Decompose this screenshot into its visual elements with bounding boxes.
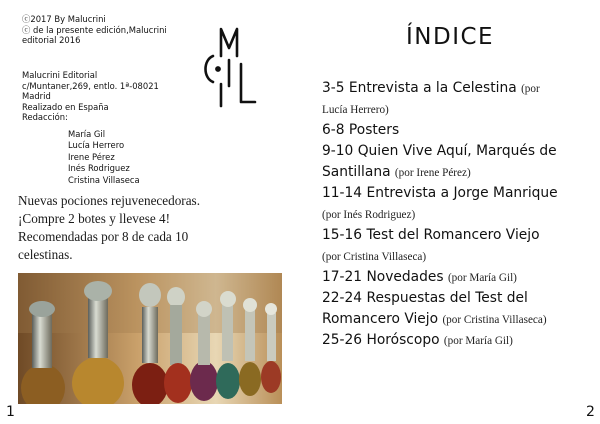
- imprint-line: c/Muntaner,269, entlo. 1ª-08021: [22, 80, 159, 91]
- page-number: 2: [586, 404, 595, 420]
- imprint-line: Realizado en España: [22, 101, 109, 112]
- toc-entry: [322, 120, 594, 141]
- imprint-line: Malucrini Editorial: [22, 70, 98, 80]
- toc-entry-author: (por María Gil): [443, 335, 513, 347]
- staff-member: María Gil: [68, 129, 106, 139]
- staff-member: Cristina Villaseca: [68, 174, 140, 185]
- toc-entry-author: Lucía Herrero): [322, 104, 389, 116]
- toc-entry-title: 3-5 Entrevista a la Celestina: [322, 80, 522, 96]
- publisher-imprint: [22, 70, 159, 123]
- toc-entry-title: 25-26 Horóscopo: [322, 332, 444, 348]
- staff-member: Lucía Herrero: [68, 140, 125, 151]
- editorial-staff-list: [68, 129, 140, 186]
- toc-entry-author: (por Irene Pérez): [394, 167, 471, 179]
- toc-entry: [322, 162, 594, 183]
- toc-entry-author: (por: [521, 83, 540, 95]
- toc-entry-title: 9-10 Quien Vive Aquí, Marqués de: [322, 143, 557, 159]
- toc-entry-title: 22-24 Respuestas del Test del: [322, 290, 528, 306]
- toc-entry: [322, 225, 594, 246]
- toc-entry: [322, 183, 594, 204]
- index-title: ÍNDICE: [406, 24, 495, 50]
- toc-entry-author: (por María Gil): [447, 272, 517, 284]
- ad-line: Nuevas pociones rejuvenecedoras.: [18, 193, 200, 208]
- toc-entry-author: (por Cristina Villaseca): [322, 251, 427, 263]
- toc-entry: [322, 78, 594, 99]
- toc-entry-author: (por Cristina Villaseca): [442, 314, 547, 326]
- ad-line: celestinas.: [18, 247, 73, 262]
- toc-entry: [322, 288, 594, 309]
- potion-advertisement: [18, 192, 280, 264]
- imprint-line: Redacción:: [22, 112, 68, 123]
- toc-entry: [322, 99, 594, 120]
- toc-entry: [322, 309, 594, 330]
- ad-line: Recomendadas por 8 de cada 10: [18, 229, 189, 244]
- toc-entry: [322, 330, 594, 351]
- toc-entry: [322, 267, 594, 288]
- credit-line: editorial 2016: [22, 35, 81, 46]
- credit-line: ⓒ2017 By Malucrini: [22, 14, 106, 24]
- toc-entry: [322, 204, 594, 225]
- right-page: [300, 0, 600, 424]
- toc-entry-title: Santillana: [322, 164, 395, 180]
- table-of-contents: [322, 78, 594, 351]
- staff-member: Inés Rodriguez: [68, 163, 130, 174]
- toc-entry: [322, 246, 594, 267]
- toc-entry: [322, 141, 594, 162]
- potion-bottles-photo: [18, 273, 282, 404]
- copyright-credits: [22, 14, 167, 46]
- ad-line: ¡Compre 2 botes y llevese 4!: [18, 211, 170, 226]
- toc-entry-title: Romancero Viejo: [322, 311, 443, 327]
- toc-entry-title: 6-8 Posters: [322, 122, 400, 138]
- credit-line: ⓒ de la presente edición,Malucrini: [22, 24, 167, 35]
- page-number: 1: [6, 404, 15, 420]
- toc-entry-title: 17-21 Novedades: [322, 269, 448, 285]
- toc-entry-title: 11-14 Entrevista a Jorge Manrique: [322, 185, 558, 201]
- toc-entry-author: (por Inés Rodriguez): [322, 209, 416, 221]
- imprint-line: Madrid: [22, 91, 51, 102]
- magazine-logo: [201, 26, 257, 108]
- toc-entry-title: 15-16 Test del Romancero Viejo: [322, 227, 540, 243]
- staff-member: Irene Pérez: [68, 151, 115, 162]
